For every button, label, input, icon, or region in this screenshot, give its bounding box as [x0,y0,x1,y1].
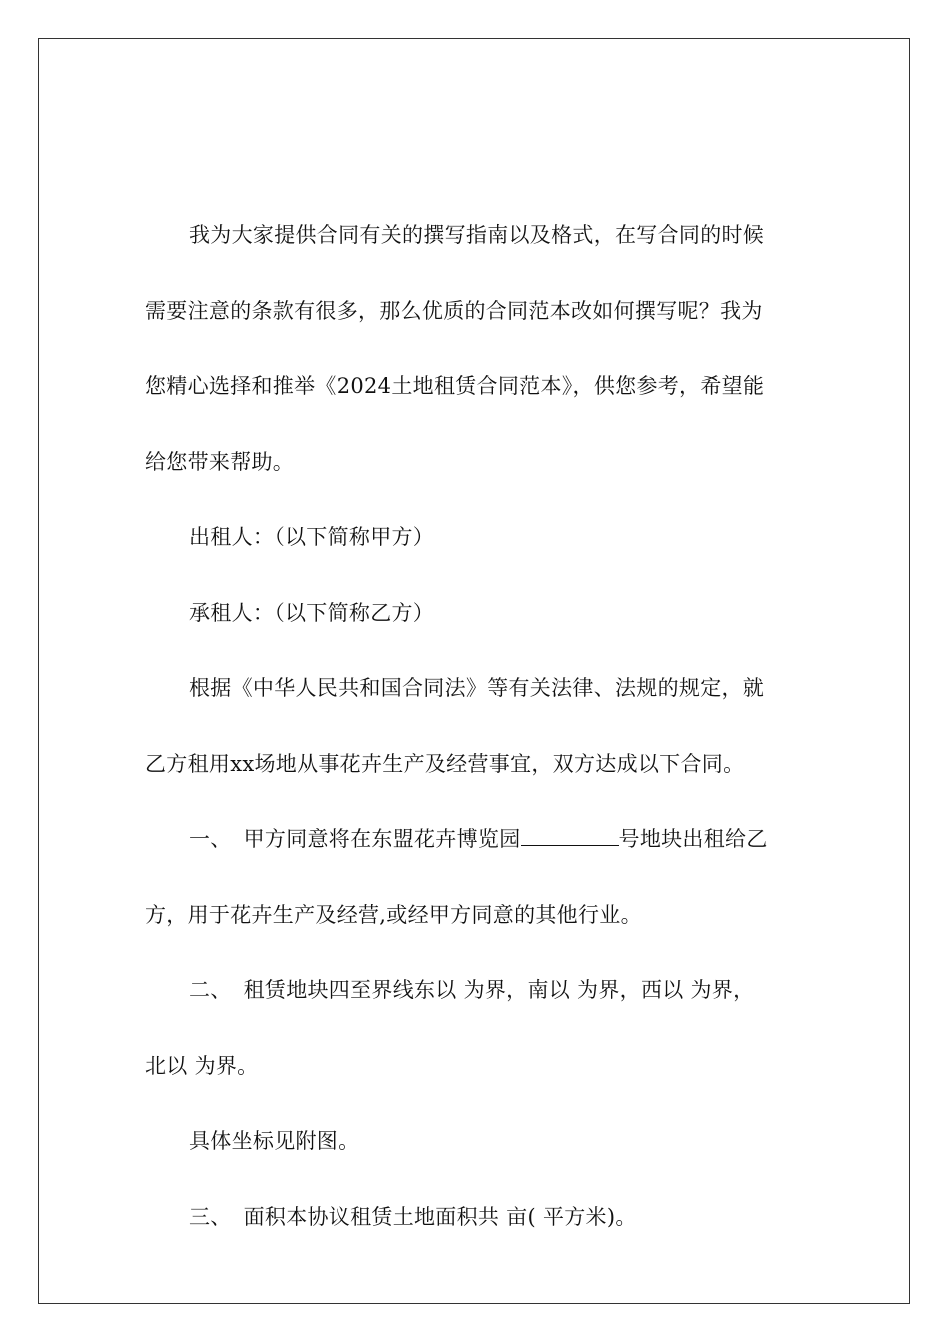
lessee-line: 承租人：（以下简称乙方） [189,600,435,625]
lessor-line: 出租人：（以下简称甲方） [189,525,435,549]
clause-3-number: 三、 [189,1204,232,1229]
clause-1-line-2: 方，用于花卉生产及经营,或经甲方同意的其他行业。 [145,902,642,927]
clause-2-text: 租赁地块四至界线东以 为界，南以 为界，西以 为界， [243,978,755,1002]
clause-1-number: 一、 [189,827,232,851]
preamble-line-2: 乙方租用xx场地从事花卉生产及经营事宜，双方达成以下合同。 [145,751,745,776]
intro-line-2: 需要注意的条款有很多，那么优质的合同范本改如何撰写呢？我为 [145,298,763,323]
clause-1-line-1 [145,802,810,878]
document-body [145,198,810,1255]
attachment-note: 具体坐标见附图。 [189,1129,360,1153]
clause-3-line-1 [145,1180,810,1256]
clause-2-line-1 [145,953,810,1029]
clause-2-number: 二、 [189,978,232,1002]
clause-1-text-after-blank: 号地块出租给乙 [618,827,768,851]
intro-line-1: 我为大家提供合同有关的撰写指南以及格式，在写合同的时候 [189,223,765,247]
intro-line-3: 您精心选择和推举《2024土地租赁合同范本》，供您参考，希望能 [145,374,765,398]
clause-1-text-before-blank: 甲方同意将在东盟花卉博览园 [243,827,521,851]
clause-2-line-2: 北以 为界。 [145,1053,259,1078]
intro-line-4: 给您带来帮助。 [145,449,295,474]
clause-3-text: 面积本协议租赁土地面积共 亩( 平方米)。 [243,1204,637,1229]
preamble-line-1: 根据《中华人民共和国合同法》等有关法律、法规的规定，就 [189,676,765,700]
clause-1-blank-line [521,827,619,846]
